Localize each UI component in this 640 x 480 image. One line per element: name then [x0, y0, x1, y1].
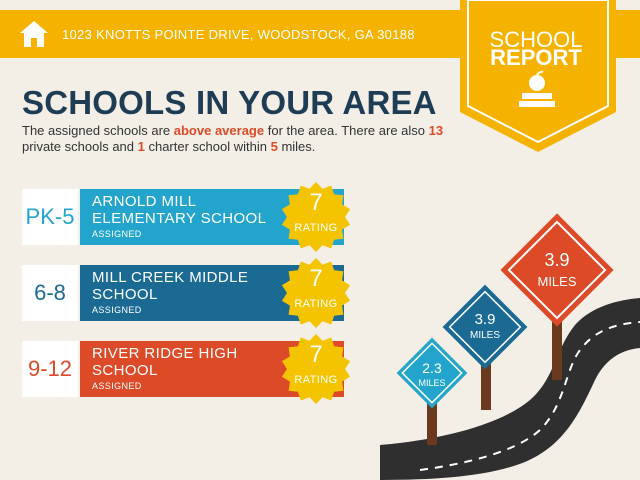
rating-value: 7 — [309, 341, 323, 368]
grade-range: PK-5 — [22, 189, 78, 245]
school-row-middle — [22, 265, 354, 321]
school-name: MILL CREEK MIDDLE SCHOOL — [92, 269, 249, 303]
grade-range: 9-12 — [22, 341, 78, 397]
charter-school-count: 1 — [137, 139, 145, 154]
road-graphic — [380, 200, 640, 480]
school-name: RIVER RIDGE HIGH SCHOOL — [92, 345, 238, 379]
school-row-elementary — [22, 189, 354, 245]
sign-near-unit: MILES — [418, 378, 446, 388]
rating-value: 7 — [309, 265, 323, 292]
road-illustration — [380, 200, 640, 480]
rating-value: 7 — [309, 189, 323, 216]
rating-label: RATING — [294, 222, 338, 234]
sign-far-distance: 3.9 — [544, 250, 570, 270]
property-address: 1023 KNOTTS POINTE DRIVE, WOODSTOCK, GA 30188 — [62, 27, 415, 42]
badge-title-line1: SCHOOL — [489, 27, 583, 52]
sign-far-unit: MILES — [537, 274, 577, 289]
assigned-label: ASSIGNED — [92, 229, 142, 239]
page-title: SCHOOLS IN YOUR AREA — [22, 84, 437, 121]
rating-label: RATING — [294, 374, 338, 386]
sign-middle-distance: 3.9 — [474, 311, 496, 328]
assigned-label: ASSIGNED — [92, 305, 142, 315]
house-icon — [18, 18, 50, 50]
school-row-high — [22, 341, 354, 397]
badge-title-line2: REPORT — [490, 45, 582, 70]
highlight-above-average: above average — [173, 123, 265, 138]
summary-text: The assigned schools are above average for the area. There are also 13 private schools and 1 charter school within 5 miles. — [22, 123, 444, 154]
sign-middle-unit: MILES — [469, 330, 500, 341]
sign-near-distance: 2.3 — [422, 360, 442, 376]
radius-miles: 5 — [270, 139, 278, 154]
rating-label: RATING — [294, 298, 338, 310]
grade-range: 6-8 — [22, 265, 78, 321]
school-name: ARNOLD MILL ELEMENTARY SCHOOL — [92, 193, 267, 227]
private-school-count: 13 — [428, 123, 444, 138]
apple-on-books-icon — [514, 70, 560, 112]
assigned-label: ASSIGNED — [92, 381, 142, 391]
